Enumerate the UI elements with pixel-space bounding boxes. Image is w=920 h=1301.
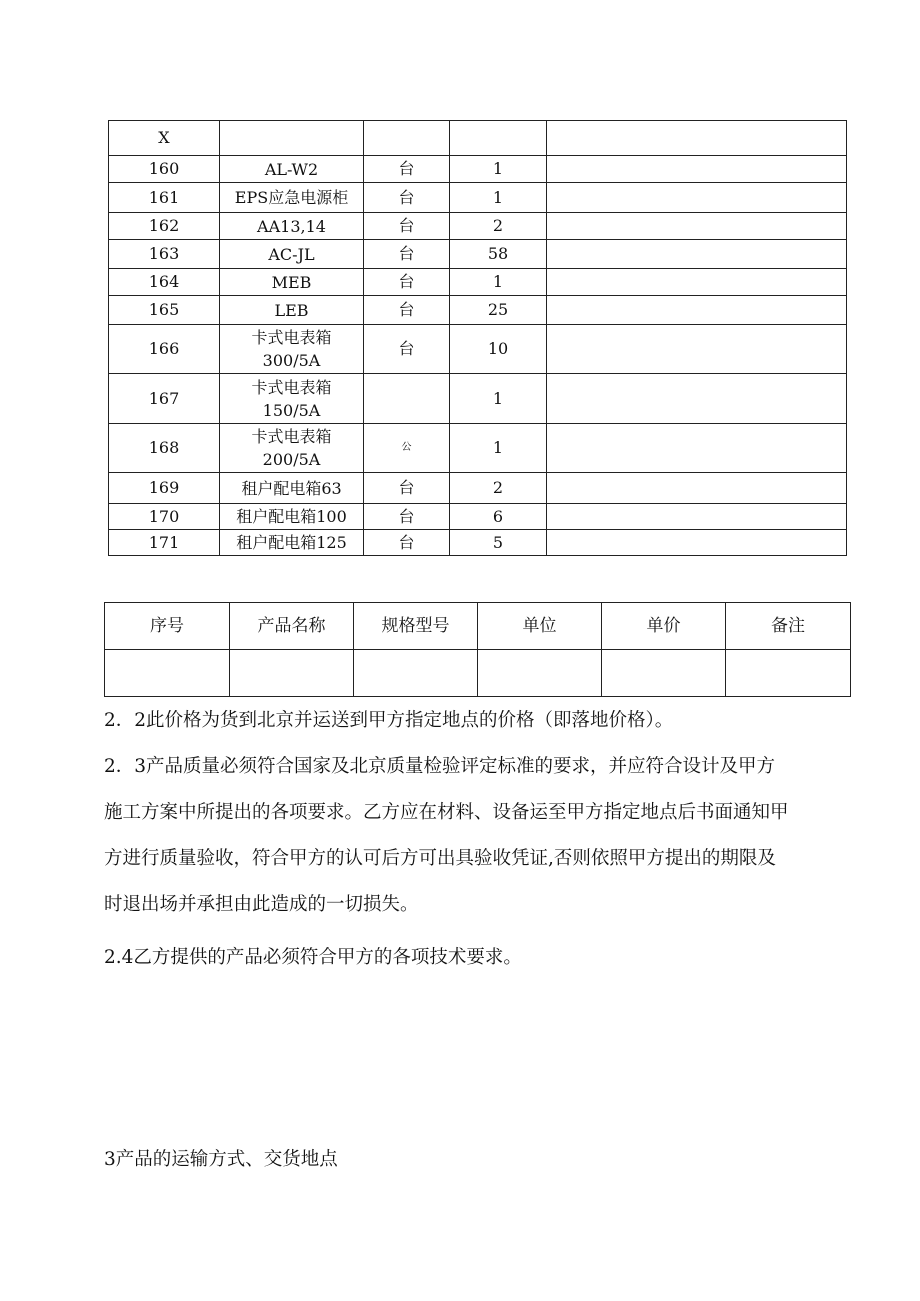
header-cell-no: 序号 xyxy=(105,603,230,650)
item-no-cell: 161 xyxy=(109,183,220,213)
item-no-cell: 165 xyxy=(109,296,220,325)
item-name-cell xyxy=(220,374,364,424)
empty-cell xyxy=(105,650,230,697)
item-unit-cell: 台 xyxy=(364,213,450,240)
item-name-cell xyxy=(220,156,364,183)
item-name-text: AL-W2 xyxy=(264,159,319,179)
item-unit-cell: 台 xyxy=(364,240,450,269)
clause-2-3-line-4: 时退出场并承担由此造成的一切损失。 xyxy=(104,894,419,915)
item-no-cell: 171 xyxy=(109,530,220,556)
table-row xyxy=(109,504,847,530)
clause-2-4-text: 2.4乙方提供的产品必须符合甲方的各项技术要求。 xyxy=(104,947,522,968)
table-row xyxy=(109,424,847,473)
item-unit-cell: 公 xyxy=(364,424,450,473)
item-qty-cell: 25 xyxy=(450,296,547,325)
item-unit-cell: 台 xyxy=(364,269,450,296)
section-3-heading xyxy=(104,1137,849,1183)
item-unit-cell: 台 xyxy=(364,296,450,325)
item-no-cell: 168 xyxy=(109,424,220,473)
item-unit-cell: 台 xyxy=(364,183,450,213)
item-note-cell xyxy=(547,296,847,325)
item-note-cell xyxy=(547,156,847,183)
table-row xyxy=(109,240,847,269)
item-no-cell: 167 xyxy=(109,374,220,424)
item-note-cell xyxy=(547,183,847,213)
item-qty-cell: 1 xyxy=(450,424,547,473)
clause-2-3-line-3: 方进行质量验收，符合甲方的认可后方可出具验收凭证,否则依照甲方提出的期限及 xyxy=(104,848,776,869)
item-note-cell xyxy=(547,374,847,424)
item-name-cell xyxy=(220,213,364,240)
table-row xyxy=(109,156,847,183)
item-note-cell xyxy=(547,473,847,504)
item-name-cell xyxy=(220,325,364,374)
item-no-cell: 164 xyxy=(109,269,220,296)
item-qty-cell: 10 xyxy=(450,325,547,374)
header-cell-product-name: 产品名称 xyxy=(230,603,354,650)
table-row xyxy=(109,121,847,156)
item-no-cell: X xyxy=(109,121,220,156)
item-qty-cell: 5 xyxy=(450,530,547,556)
item-name-cell xyxy=(220,269,364,296)
empty-cell xyxy=(230,650,354,697)
header-row xyxy=(105,603,851,650)
item-note-cell xyxy=(547,325,847,374)
item-unit-cell: 台 xyxy=(364,325,450,374)
items-table xyxy=(108,120,847,556)
item-unit-cell xyxy=(364,374,450,424)
item-spec-text: 200/5A xyxy=(262,450,321,469)
clause-2-3-line-1: 2．3产品质量必须符合国家及北京质量检验评定标准的要求，并应符合设计及甲方 xyxy=(104,756,776,777)
clause-2-3 xyxy=(104,744,849,928)
header-cell-unit-price: 单价 xyxy=(602,603,726,650)
table-row xyxy=(109,325,847,374)
item-name-cell xyxy=(220,240,364,269)
item-qty-cell: 2 xyxy=(450,213,547,240)
item-name-text: 租户配电箱125 xyxy=(236,533,347,552)
item-qty-cell: 2 xyxy=(450,473,547,504)
item-qty-cell: 1 xyxy=(450,156,547,183)
item-note-cell xyxy=(547,240,847,269)
empty-row xyxy=(105,650,851,697)
empty-cell xyxy=(602,650,726,697)
table-row xyxy=(109,183,847,213)
item-qty-cell: 1 xyxy=(450,269,547,296)
header-cell-remarks: 备注 xyxy=(726,603,851,650)
item-name-text: AA13,14 xyxy=(257,216,326,236)
item-no-cell: 162 xyxy=(109,213,220,240)
item-no-cell: 170 xyxy=(109,504,220,530)
item-note-cell xyxy=(547,269,847,296)
item-no-cell: 163 xyxy=(109,240,220,269)
item-unit-cell: 台 xyxy=(364,530,450,556)
empty-cell xyxy=(478,650,602,697)
item-unit-cell: 台 xyxy=(364,473,450,504)
item-no-cell: 166 xyxy=(109,325,220,374)
empty-cell xyxy=(726,650,851,697)
item-note-cell xyxy=(547,424,847,473)
item-note-cell xyxy=(547,121,847,156)
item-name-text: 卡式电表箱 xyxy=(251,427,332,446)
clause-2-2 xyxy=(104,698,849,744)
item-name-text: LEB xyxy=(274,300,309,320)
clause-2-4 xyxy=(104,935,849,981)
item-name-cell xyxy=(220,424,364,473)
table-row xyxy=(109,296,847,325)
table-row xyxy=(109,473,847,504)
item-name-text: 卡式电表箱 xyxy=(251,377,332,397)
item-name-cell xyxy=(220,473,364,504)
item-name-cell xyxy=(220,504,364,530)
item-unit-cell: 台 xyxy=(364,504,450,530)
item-unit-cell: 台 xyxy=(364,156,450,183)
item-qty-cell: 1 xyxy=(450,183,547,213)
item-note-cell xyxy=(547,213,847,240)
item-name-text: 租户配电箱100 xyxy=(236,507,347,526)
item-name-cell xyxy=(220,530,364,556)
item-name-text: MEB xyxy=(271,272,312,292)
table-row xyxy=(109,530,847,556)
item-no-cell: 169 xyxy=(109,473,220,504)
item-spec-text: 150/5A xyxy=(262,400,321,420)
item-unit-cell xyxy=(364,121,450,156)
clause-2-2-text: 2．2此价格为货到北京并运送到甲方指定地点的价格（即落地价格）。 xyxy=(104,710,674,731)
item-name-text: 卡式电表箱 xyxy=(251,328,332,347)
item-note-cell xyxy=(547,530,847,556)
empty-cell xyxy=(354,650,478,697)
item-name-cell xyxy=(220,183,364,213)
product-header-table xyxy=(104,602,851,697)
table-row xyxy=(109,374,847,424)
item-name-cell xyxy=(220,121,364,156)
item-name-text: AC-JL xyxy=(268,244,315,264)
section-3-heading-text: 3产品的运输方式、交货地点 xyxy=(104,1149,338,1170)
item-spec-text: 300/5A xyxy=(262,351,321,370)
clause-2-3-line-2: 施工方案中所提出的各项要求。乙方应在材料、设备运至甲方指定地点后书面通知甲 xyxy=(104,802,789,823)
item-qty-cell: 58 xyxy=(450,240,547,269)
table-row xyxy=(109,213,847,240)
item-name-text: EPS应急电源柜 xyxy=(234,188,349,207)
item-name-text: 租户配电箱63 xyxy=(241,478,342,498)
item-qty-cell: 1 xyxy=(450,374,547,424)
item-qty-cell: 6 xyxy=(450,504,547,530)
header-cell-spec: 规格型号 xyxy=(354,603,478,650)
item-name-cell xyxy=(220,296,364,325)
item-qty-cell xyxy=(450,121,547,156)
table-row xyxy=(109,269,847,296)
item-no-cell: 160 xyxy=(109,156,220,183)
header-cell-unit: 单位 xyxy=(478,603,602,650)
item-note-cell xyxy=(547,504,847,530)
